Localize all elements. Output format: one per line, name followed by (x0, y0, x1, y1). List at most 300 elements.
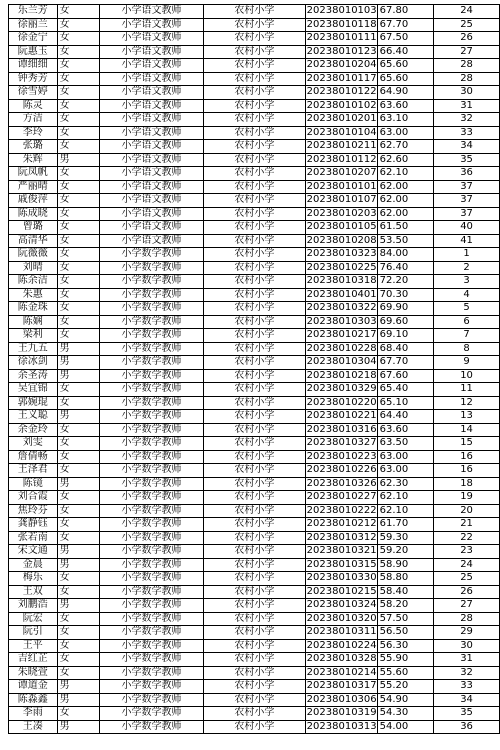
rank-cell: 31 (434, 653, 500, 667)
unit-cell: 农村小学 (204, 140, 306, 154)
name-cell: 王凑 (9, 720, 58, 734)
rank-cell: 22 (434, 531, 500, 545)
position-cell: 小学数学教师 (99, 410, 203, 424)
name-cell: 徐金宁 (9, 32, 58, 46)
sex-cell: 女 (57, 653, 99, 667)
score-cell: 62.10 (377, 167, 433, 181)
sex-cell: 男 (57, 693, 99, 707)
sex-cell: 男 (57, 477, 99, 491)
sex-cell: 女 (57, 234, 99, 248)
table-row (9, 180, 500, 194)
unit-cell: 农村小学 (204, 194, 306, 208)
rank-cell: 33 (434, 126, 500, 140)
unit-cell: 农村小学 (204, 32, 306, 46)
name-cell: 王义聪 (9, 410, 58, 424)
unit-cell: 农村小学 (204, 329, 306, 343)
rank-cell: 2 (434, 261, 500, 275)
sex-cell: 女 (57, 572, 99, 586)
exam-id-cell: 20238010224 (306, 639, 377, 651)
position-cell: 小学数学教师 (99, 437, 203, 451)
sex-cell: 女 (57, 302, 99, 316)
name-cell: 陈镜 (9, 477, 58, 491)
position-cell: 小学语文教师 (99, 18, 203, 32)
unit-cell: 农村小学 (204, 531, 306, 545)
score-cell: 61.70 (377, 518, 433, 532)
exam-id-cell: 20238010401 (306, 288, 377, 300)
rank-cell: 33 (434, 680, 500, 694)
score-cell: 76.40 (377, 261, 433, 275)
table-row (9, 612, 500, 626)
sex-cell: 女 (57, 666, 99, 680)
position-cell: 小学数学教师 (99, 302, 203, 316)
rank-cell: 29 (434, 626, 500, 640)
score-cell: 67.80 (377, 5, 433, 19)
position-cell: 小学语文教师 (99, 32, 203, 46)
rank-cell: 10 (434, 369, 500, 383)
table-row (9, 302, 500, 316)
table-row (9, 666, 500, 680)
position-cell: 小学数学教师 (99, 261, 203, 275)
table-row (9, 45, 500, 59)
unit-cell: 农村小学 (204, 234, 306, 248)
score-cell: 66.40 (377, 45, 433, 59)
exam-id-cell: 20238010324 (306, 599, 377, 611)
unit-cell: 农村小学 (204, 720, 306, 734)
exam-id-cell: 20238010313 (306, 720, 377, 732)
unit-cell: 农村小学 (204, 518, 306, 532)
rank-cell: 20 (434, 504, 500, 518)
unit-cell: 农村小学 (204, 680, 306, 694)
position-cell: 小学数学教师 (99, 666, 203, 680)
unit-cell: 农村小学 (204, 153, 306, 167)
unit-cell: 农村小学 (204, 572, 306, 586)
name-cell: 高清华 (9, 234, 58, 248)
sex-cell: 女 (57, 59, 99, 73)
score-cell: 63.60 (377, 99, 433, 113)
rank-cell: 35 (434, 153, 500, 167)
name-cell: 金晨 (9, 558, 58, 572)
table-row (9, 32, 500, 46)
position-cell: 小学数学教师 (99, 396, 203, 410)
unit-cell: 农村小学 (204, 180, 306, 194)
score-cell: 63.00 (377, 464, 433, 478)
sex-cell: 女 (57, 437, 99, 451)
table-row (9, 329, 500, 343)
name-cell: 吴宜锦 (9, 383, 58, 397)
unit-cell: 农村小学 (204, 342, 306, 356)
table-row (9, 72, 500, 86)
unit-cell: 农村小学 (204, 275, 306, 289)
rank-cell: 27 (434, 45, 500, 59)
table-row (9, 315, 500, 329)
name-cell: 陈淼鑫 (9, 693, 58, 707)
rank-cell: 21 (434, 518, 500, 532)
score-cell: 62.70 (377, 140, 433, 154)
score-cell: 54.30 (377, 707, 433, 721)
unit-cell: 农村小学 (204, 612, 306, 626)
table-row (9, 531, 500, 545)
exam-id-cell: 20238010317 (306, 680, 377, 692)
sex-cell: 男 (57, 153, 99, 167)
name-cell: 朱惠 (9, 288, 58, 302)
position-cell: 小学语文教师 (99, 180, 203, 194)
exam-id-cell: 20238010105 (306, 221, 377, 233)
exam-id-cell: 20238010304 (306, 356, 377, 368)
exam-id-cell: 20238010103 (306, 5, 377, 17)
position-cell: 小学数学教师 (99, 329, 203, 343)
name-cell: 徐冰剑 (9, 356, 58, 370)
position-cell: 小学数学教师 (99, 680, 203, 694)
table-row (9, 639, 500, 653)
sex-cell: 女 (57, 626, 99, 640)
sex-cell: 女 (57, 45, 99, 59)
exam-id-cell: 20238010123 (306, 45, 377, 57)
position-cell: 小学数学教师 (99, 545, 203, 559)
sex-cell: 女 (57, 113, 99, 127)
unit-cell: 农村小学 (204, 626, 306, 640)
position-cell: 小学数学教师 (99, 369, 203, 383)
score-cell: 62.00 (377, 180, 433, 194)
name-cell: 刘晴 (9, 261, 58, 275)
sex-cell: 女 (57, 450, 99, 464)
name-cell: 龚静钰 (9, 518, 58, 532)
rank-cell: 13 (434, 410, 500, 424)
position-cell: 小学数学教师 (99, 248, 203, 262)
unit-cell: 农村小学 (204, 477, 306, 491)
sex-cell: 女 (57, 180, 99, 194)
unit-cell: 农村小学 (204, 356, 306, 370)
name-cell: 陈金珠 (9, 302, 58, 316)
unit-cell: 农村小学 (204, 221, 306, 235)
rank-cell: 28 (434, 612, 500, 626)
sex-cell: 男 (57, 558, 99, 572)
table-row (9, 113, 500, 127)
position-cell: 小学数学教师 (99, 720, 203, 734)
table-row (9, 680, 500, 694)
score-cell: 67.50 (377, 32, 433, 46)
unit-cell: 农村小学 (204, 396, 306, 410)
unit-cell: 农村小学 (204, 18, 306, 32)
exam-id-cell: 20238010227 (306, 491, 377, 503)
rank-cell: 18 (434, 477, 500, 491)
position-cell: 小学语文教师 (99, 167, 203, 181)
score-cell: 54.90 (377, 693, 433, 707)
position-cell: 小学数学教师 (99, 639, 203, 653)
exam-id-cell: 20238010330 (306, 572, 377, 584)
sex-cell: 女 (57, 248, 99, 262)
table-row (9, 383, 500, 397)
score-table (8, 4, 500, 734)
score-cell: 65.40 (377, 383, 433, 397)
sex-cell: 男 (57, 545, 99, 559)
name-cell: 宋文通 (9, 545, 58, 559)
exam-id-cell: 20238010101 (306, 180, 377, 192)
rank-cell: 25 (434, 18, 500, 32)
exam-id-cell: 20238010104 (306, 126, 377, 138)
unit-cell: 农村小学 (204, 261, 306, 275)
score-cell: 63.50 (377, 437, 433, 451)
unit-cell: 农村小学 (204, 383, 306, 397)
table-row (9, 626, 500, 640)
unit-cell: 农村小学 (204, 288, 306, 302)
unit-cell: 农村小学 (204, 113, 306, 127)
score-cell: 70.30 (377, 288, 433, 302)
table-row (9, 491, 500, 505)
rank-cell: 6 (434, 315, 500, 329)
score-cell: 63.10 (377, 113, 433, 127)
table-row (9, 450, 500, 464)
name-cell: 王双 (9, 585, 58, 599)
name-cell: 阮凤帆 (9, 167, 58, 181)
rank-cell: 31 (434, 99, 500, 113)
sex-cell: 男 (57, 720, 99, 734)
rank-cell: 27 (434, 599, 500, 613)
position-cell: 小学数学教师 (99, 383, 203, 397)
name-cell: 郭婉琨 (9, 396, 58, 410)
rank-cell: 28 (434, 72, 500, 86)
score-cell: 68.40 (377, 342, 433, 356)
sex-cell: 女 (57, 167, 99, 181)
score-cell: 62.10 (377, 504, 433, 518)
exam-id-cell: 20238010118 (306, 18, 377, 30)
unit-cell: 农村小学 (204, 72, 306, 86)
sex-cell: 女 (57, 261, 99, 275)
score-cell: 56.50 (377, 626, 433, 640)
exam-id-cell: 20238010215 (306, 585, 377, 597)
rank-cell: 24 (434, 558, 500, 572)
position-cell: 小学语文教师 (99, 59, 203, 73)
exam-id-cell: 20238010207 (306, 167, 377, 179)
score-cell: 56.30 (377, 639, 433, 653)
table-row (9, 167, 500, 181)
name-cell: 方洁 (9, 113, 58, 127)
exam-id-cell: 20238010226 (306, 464, 377, 476)
name-cell: 刘合霞 (9, 491, 58, 505)
rank-cell: 36 (434, 167, 500, 181)
rank-cell: 11 (434, 383, 500, 397)
sex-cell: 女 (57, 18, 99, 32)
sex-cell: 女 (57, 72, 99, 86)
table-row (9, 140, 500, 154)
unit-cell: 农村小学 (204, 653, 306, 667)
table-row (9, 234, 500, 248)
position-cell: 小学数学教师 (99, 275, 203, 289)
score-cell: 61.50 (377, 221, 433, 235)
rank-cell: 16 (434, 450, 500, 464)
exam-id-cell: 20238010208 (306, 234, 377, 246)
sex-cell: 女 (57, 491, 99, 505)
name-cell: 陈娴 (9, 315, 58, 329)
sex-cell: 女 (57, 707, 99, 721)
score-cell: 63.00 (377, 126, 433, 140)
name-cell: 焦玲芬 (9, 504, 58, 518)
sex-cell: 男 (57, 680, 99, 694)
position-cell: 小学数学教师 (99, 707, 203, 721)
position-cell: 小学数学教师 (99, 585, 203, 599)
exam-id-cell: 20238010203 (306, 207, 377, 219)
score-cell: 55.60 (377, 666, 433, 680)
name-cell: 王泽君 (9, 464, 58, 478)
score-cell: 55.90 (377, 653, 433, 667)
name-cell: 詹倩畅 (9, 450, 58, 464)
position-cell: 小学数学教师 (99, 531, 203, 545)
name-cell: 梅乐 (9, 572, 58, 586)
exam-id-cell: 20238010329 (306, 383, 377, 395)
table-row (9, 126, 500, 140)
exam-id-cell: 20238010306 (306, 693, 377, 705)
name-cell: 阮引 (9, 626, 58, 640)
table-row (9, 288, 500, 302)
exam-id-cell: 20238010323 (306, 248, 377, 260)
unit-cell: 农村小学 (204, 666, 306, 680)
exam-id-cell: 20238010222 (306, 504, 377, 516)
exam-id-cell: 20238010322 (306, 302, 377, 314)
name-cell: 张若南 (9, 531, 58, 545)
score-cell: 69.90 (377, 302, 433, 316)
sex-cell: 女 (57, 86, 99, 100)
exam-id-cell: 20238010228 (306, 342, 377, 354)
position-cell: 小学数学教师 (99, 558, 203, 572)
sex-cell: 女 (57, 32, 99, 46)
position-cell: 小学数学教师 (99, 342, 203, 356)
rank-cell: 37 (434, 194, 500, 208)
sex-cell: 女 (57, 126, 99, 140)
unit-cell: 农村小学 (204, 126, 306, 140)
score-cell: 53.50 (377, 234, 433, 248)
position-cell: 小学数学教师 (99, 315, 203, 329)
sex-cell: 女 (57, 207, 99, 221)
unit-cell: 农村小学 (204, 464, 306, 478)
rank-cell: 30 (434, 639, 500, 653)
rank-cell: 32 (434, 113, 500, 127)
position-cell: 小学语文教师 (99, 194, 203, 208)
rank-cell: 40 (434, 221, 500, 235)
score-cell: 62.10 (377, 491, 433, 505)
exam-id-cell: 20238010312 (306, 531, 377, 543)
position-cell: 小学数学教师 (99, 288, 203, 302)
sex-cell: 男 (57, 410, 99, 424)
sex-cell: 女 (57, 194, 99, 208)
score-cell: 64.40 (377, 410, 433, 424)
rank-cell: 41 (434, 234, 500, 248)
table-row (9, 545, 500, 559)
name-cell: 张璐 (9, 140, 58, 154)
score-cell: 54.00 (377, 720, 433, 734)
position-cell: 小学数学教师 (99, 612, 203, 626)
score-cell: 62.60 (377, 153, 433, 167)
table-row (9, 585, 500, 599)
rank-cell: 28 (434, 59, 500, 73)
position-cell: 小学语文教师 (99, 45, 203, 59)
table-row (9, 423, 500, 437)
table-row (9, 59, 500, 73)
unit-cell: 农村小学 (204, 437, 306, 451)
name-cell: 阮宏 (9, 612, 58, 626)
rank-cell: 9 (434, 356, 500, 370)
exam-id-cell: 20238010112 (306, 153, 377, 165)
rank-cell: 7 (434, 329, 500, 343)
table-row (9, 720, 500, 734)
score-cell: 67.60 (377, 369, 433, 383)
table-row (9, 558, 500, 572)
position-cell: 小学数学教师 (99, 653, 203, 667)
sex-cell: 女 (57, 315, 99, 329)
unit-cell: 农村小学 (204, 599, 306, 613)
unit-cell: 农村小学 (204, 491, 306, 505)
position-cell: 小学语文教师 (99, 153, 203, 167)
table-row (9, 86, 500, 100)
exam-id-cell: 20238010319 (306, 707, 377, 719)
sex-cell: 女 (57, 140, 99, 154)
sex-cell: 女 (57, 423, 99, 437)
table-row (9, 477, 500, 491)
unit-cell: 农村小学 (204, 410, 306, 424)
table-row (9, 599, 500, 613)
exam-id-cell: 20238010111 (306, 32, 377, 44)
sex-cell: 女 (57, 518, 99, 532)
name-cell: 王九五 (9, 342, 58, 356)
exam-id-cell: 20238010218 (306, 369, 377, 381)
unit-cell: 农村小学 (204, 86, 306, 100)
position-cell: 小学语文教师 (99, 72, 203, 86)
position-cell: 小学语文教师 (99, 140, 203, 154)
position-cell: 小学数学教师 (99, 491, 203, 505)
sex-cell: 女 (57, 221, 99, 235)
rank-cell: 23 (434, 545, 500, 559)
score-cell: 59.30 (377, 531, 433, 545)
score-cell: 63.00 (377, 450, 433, 464)
position-cell: 小学数学教师 (99, 477, 203, 491)
exam-id-cell: 20238010225 (306, 261, 377, 273)
score-cell: 65.60 (377, 72, 433, 86)
unit-cell: 农村小学 (204, 693, 306, 707)
table-row (9, 342, 500, 356)
rank-cell: 4 (434, 288, 500, 302)
score-cell: 64.90 (377, 86, 433, 100)
rank-cell: 8 (434, 342, 500, 356)
exam-id-cell: 20238010107 (306, 194, 377, 206)
rank-cell: 16 (434, 464, 500, 478)
sex-cell: 女 (57, 612, 99, 626)
name-cell: 刘雯 (9, 437, 58, 451)
position-cell: 小学数学教师 (99, 626, 203, 640)
table-row (9, 518, 500, 532)
score-cell: 65.60 (377, 59, 433, 73)
table-row (9, 369, 500, 383)
table-row (9, 261, 500, 275)
name-cell: 吉红芷 (9, 653, 58, 667)
unit-cell: 农村小学 (204, 59, 306, 73)
sex-cell: 男 (57, 342, 99, 356)
table-row (9, 275, 500, 289)
name-cell: 严丽晴 (9, 180, 58, 194)
rank-cell: 37 (434, 180, 500, 194)
exam-id-cell: 20238010122 (306, 86, 377, 98)
table-row (9, 572, 500, 586)
unit-cell: 农村小学 (204, 5, 306, 19)
unit-cell: 农村小学 (204, 45, 306, 59)
sex-cell: 女 (57, 464, 99, 478)
unit-cell: 农村小学 (204, 585, 306, 599)
exam-id-cell: 20238010311 (306, 626, 377, 638)
position-cell: 小学数学教师 (99, 356, 203, 370)
rank-cell: 26 (434, 585, 500, 599)
sex-cell: 女 (57, 5, 99, 19)
rank-cell: 36 (434, 720, 500, 734)
table-row (9, 5, 500, 19)
unit-cell: 农村小学 (204, 450, 306, 464)
exam-id-cell: 20238010318 (306, 275, 377, 287)
